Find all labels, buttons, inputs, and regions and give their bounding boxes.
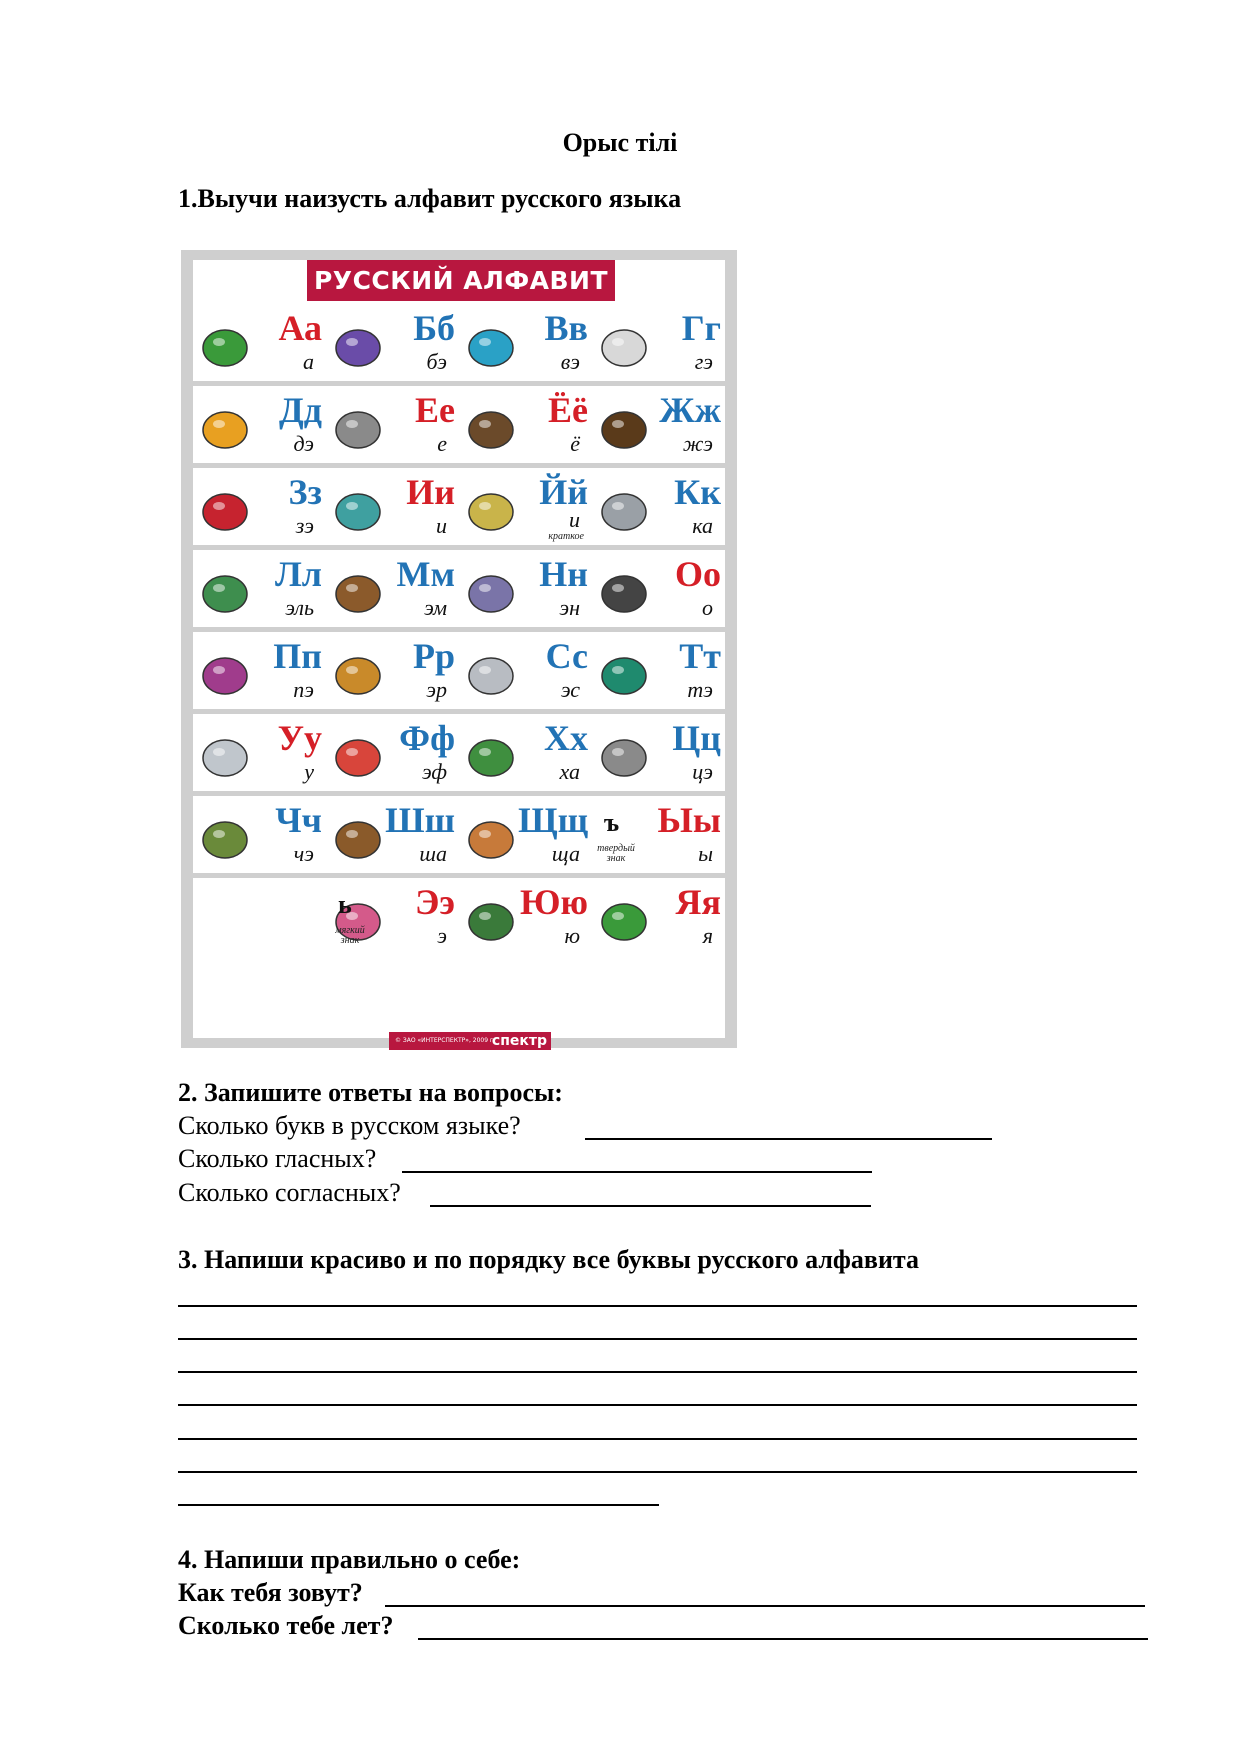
task4-q2: Сколько тебе лет? [178,1611,394,1640]
letter-cell [592,386,725,466]
letter-cell [193,796,326,876]
letter-name-note: краткое [548,531,584,542]
turkey-icon [332,486,384,534]
letter-name: гэ [694,349,713,374]
letter-name: ща [551,841,580,866]
poster-row [193,796,725,878]
letter-name: ю [564,923,580,948]
letter-name: эр [426,677,447,702]
acorn-icon [598,404,650,452]
letter-big: Дд [279,390,322,430]
glasses-icon [598,568,650,616]
task1-heading: 1.Выучи наизусть алфавит русского языка [178,184,682,213]
letter-big: Чч [275,800,322,840]
letter-name: зэ [295,513,314,538]
peacock-icon [199,650,251,698]
letter-name: эф [421,759,447,784]
cat-icon [598,486,650,534]
letter-cell [459,878,592,958]
poster-row [193,386,725,468]
letter-big: Щщ [518,800,588,840]
watermelon-icon [199,322,251,370]
turtle-icon [199,814,251,862]
letter-cell [193,550,326,630]
task4-q1: Как тебя зовут? [178,1578,363,1607]
letter-big: Жж [659,390,721,430]
answer-line-q3[interactable] [430,1205,871,1207]
poster-row [193,550,725,632]
rhino-icon [465,568,517,616]
hat-icon [332,814,384,862]
letter-cell [326,304,459,384]
letter-name: эм [424,595,447,620]
letter-name: пэ [293,677,314,702]
poster-row [193,714,725,796]
task3-heading: 3. Напиши красиво и по порядку все буквы русского алфавита [178,1245,920,1274]
elephant-icon [465,650,517,698]
telephone-icon [598,650,650,698]
poster-title: РУССКИЙ АЛФАВИТ [307,260,615,301]
letter-name: дэ [293,431,314,456]
letter-name: цэ [692,759,713,784]
letter-cell [193,714,326,794]
writing-line[interactable] [178,1371,1137,1373]
puppy-icon [465,814,517,862]
poster-brand: спектр [491,1033,547,1049]
backpack-icon [332,650,384,698]
letter-name: чэ [293,841,314,866]
letter-cell [326,632,459,712]
letter-big: Ии [406,472,455,512]
sign-note: твердый знак [597,843,635,864]
letter-cell [326,714,459,794]
letter-big: Рр [412,636,455,676]
sign-letter: ъ [604,808,620,837]
letter-name: эс [560,677,580,702]
chain-icon [598,732,650,780]
letter-name: о [702,595,713,620]
letter-cell [592,468,725,548]
letter-cell [193,304,326,384]
letter-name: ха [559,759,580,784]
poster-row [193,878,725,960]
letter-big: Фф [399,718,455,758]
letter-big: Гг [681,308,721,348]
letter-big: Ёё [548,390,588,430]
poster-row [193,304,725,386]
task2-q1: Сколько букв в русском языке? [178,1111,521,1140]
letter-cell [193,632,326,712]
task2-q2: Сколько гласных? [178,1144,377,1173]
task4-heading: 4. Напиши правильно о себе: [178,1545,521,1574]
letter-name: жэ [682,431,713,456]
letter-name: и [436,513,447,538]
letter-big: Зз [288,472,322,512]
answer-line-q1[interactable] [585,1138,992,1140]
umbrella-icon [199,486,251,534]
letter-cell [592,796,725,876]
yogurt-icon [465,486,517,534]
butterfly-icon [332,322,384,370]
letter-big: Лл [274,554,322,594]
page-title: Орыс тілі [562,128,678,157]
letter-big: Цц [672,718,721,758]
poster-row [193,468,725,550]
letter-big: Сс [545,636,588,676]
letter-cell [326,796,459,876]
letter-cell [326,468,459,548]
letter-name: у [304,759,314,784]
letter-big: Кк [674,472,721,512]
poster-footer-small: © ЗАО «ИНТЕРСПЕКТР», 2009 г. [395,1037,495,1044]
footballer-icon [332,732,384,780]
letter-cell [459,304,592,384]
goose-icon [598,322,650,370]
writing-line[interactable] [178,1305,1137,1307]
sign-note: мягкий знак [335,925,365,946]
letter-big: Тт [679,636,721,676]
iron-icon [199,732,251,780]
letter-name: е [437,431,447,456]
melon-icon [199,404,251,452]
spinning-top-icon [465,896,517,944]
letter-cell [193,386,326,466]
lizard-icon [598,896,650,944]
writing-line[interactable] [178,1338,1137,1340]
letter-big: Ее [415,390,455,430]
poster-row [193,632,725,714]
letter-big: Нн [539,554,588,594]
bucket-icon [465,322,517,370]
letter-big: Вв [544,308,588,348]
answer-line-age[interactable] [418,1638,1148,1640]
letter-name: я [702,923,713,948]
alphabet-poster [181,250,737,1048]
letter-name: вэ [560,349,580,374]
letter-cell [193,468,326,548]
letter-cell [459,796,592,876]
letter-cell [592,550,725,630]
answer-line-name[interactable] [385,1605,1145,1607]
writing-line[interactable] [178,1471,1137,1473]
writing-line[interactable] [178,1404,1137,1406]
writing-line[interactable] [178,1438,1137,1440]
hedgehog-icon [465,404,517,452]
bear-icon [332,568,384,616]
boat-icon [199,568,251,616]
letter-big: Яя [675,882,721,922]
task2-heading: 2. Запишите ответы на вопросы: [178,1078,563,1107]
letter-cell [459,468,592,548]
letter-cell [592,632,725,712]
letter-name: бэ [426,349,447,374]
poster-footer [389,1032,551,1050]
raccoon-icon [332,404,384,452]
letter-name: э [437,923,447,948]
letter-cell [592,304,725,384]
letter-name: ё [570,431,580,456]
letter-big: Уу [277,718,322,758]
letter-big: Йй [539,472,588,512]
letter-cell [326,550,459,630]
letter-big: Оо [674,554,721,594]
letter-big: Ээ [415,882,455,922]
letter-name: а [303,349,314,374]
letter-cell [326,386,459,466]
letter-cell [459,632,592,712]
letter-big: Ыы [657,800,721,840]
letter-name: эль [285,595,314,620]
letter-big: Пп [273,636,322,676]
letter-big: Хх [544,718,588,758]
letter-name: ы [698,841,713,866]
letter-big: Аа [278,308,322,348]
letter-big: Шш [385,800,455,840]
letter-name: и [569,507,580,532]
task2-q3: Сколько согласных? [178,1178,401,1207]
hockey-player-icon [465,732,517,780]
letter-name: ка [692,513,713,538]
letter-name: ша [419,841,447,866]
letter-name: эн [559,595,580,620]
letter-cell [592,878,725,958]
poster-board [193,260,725,1049]
letter-cell [592,714,725,794]
writing-line[interactable] [178,1504,659,1506]
letter-cell [459,386,592,466]
letter-big: Юю [519,882,588,922]
letter-cell [459,714,592,794]
letter-cell [459,550,592,630]
letter-big: Бб [413,308,455,348]
letter-cell [326,878,459,958]
letter-name: тэ [687,677,713,702]
letter-big: Мм [396,554,455,594]
answer-line-q2[interactable] [402,1171,872,1173]
sign-letter: ь [338,890,352,919]
